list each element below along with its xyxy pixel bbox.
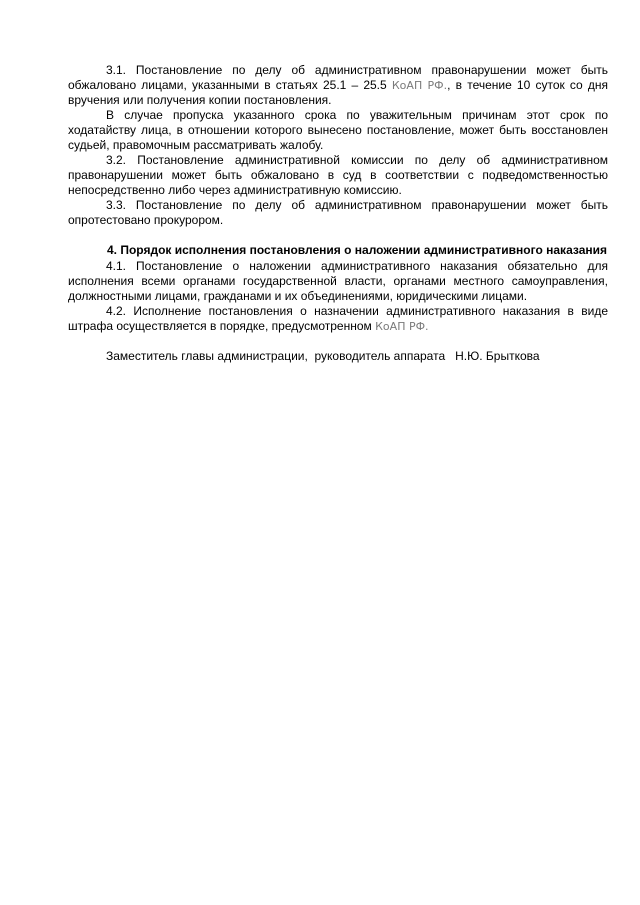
paragraph-3-3: 3.3. Постановление по делу об административном правонарушении может быть опротестовано прокурором. [68,198,608,227]
paragraph-4-1: 4.1. Постановление о наложении административного наказания обязательно для исполнения всеми органами государственной власти, органами местного самоуправления, должностными лицами, гражданами и их объединениями, юридическими лицами. [68,259,608,303]
section-4-heading: 4. Порядок исполнения постановления о наложении административного наказания [106,243,607,257]
paragraph-3-1-text-start: 3.1. Постановление по делу об административном правонарушении может быть обжаловано лицами, указанными в статьях 25.1 – 25.5 [68,63,608,92]
paragraph-3-1 [68,63,608,108]
paragraph-3-1-text-end: , в течение 10 суток со дня вручения или получения копии постановления. [68,78,609,107]
koap-reference-link[interactable]: КоАП РФ. [391,79,448,92]
document-page [68,63,608,364]
paragraph-3-1-missed-deadline: В случае пропуска указанного срока по уважительным причинам этот срок по ходатайству лица, в отношении которого вынесено постановление, может быть восстановлен судьей, правомочным рассматривать жалобу. [68,108,608,152]
paragraph-4-2-text: 4.2. Исполнение постановления о назначении административного наказания в виде штрафа осуществляется в порядке, предусмотренном [68,304,608,333]
koap-reference-link[interactable]: КоАП РФ. [375,320,429,333]
signature-line: Заместитель главы администрации, руководитель аппарата Н.Ю. Брыткова [106,349,540,363]
paragraph-3-2: 3.2. Постановление административной комиссии по делу об административном правонарушении может быть обжаловано в суд в соответствии с подведомственностью непосредственно либо через административную комиссию. [68,153,608,197]
paragraph-4-2 [68,304,608,334]
